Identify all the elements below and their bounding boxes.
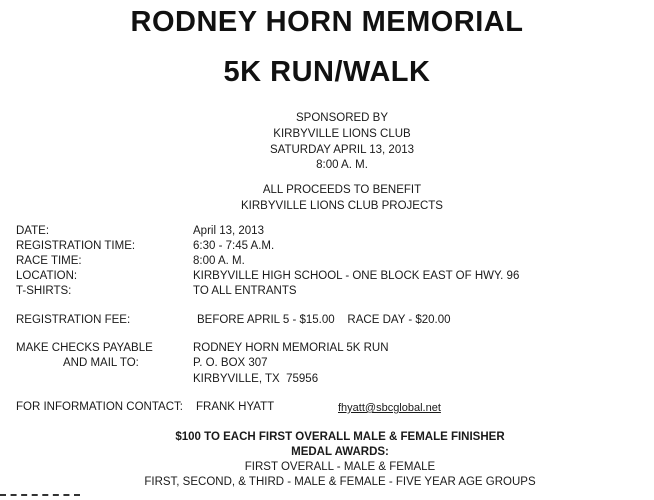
award-line: FIRST OVERALL - MALE & FEMALE [244,461,436,473]
award-line: FIRST, SECOND, & THIRD - MALE & FEMALE - FIVE YEAR AGE GROUPS [144,476,536,488]
sponsor-line: SPONSORED BY [295,112,389,124]
benefit-line: ALL PROCEEDS TO BENEFIT [262,184,422,196]
mail-line: RODNEY HORN MEMORIAL 5K RUN [193,342,389,354]
fee-label: REGISTRATION FEE: [16,314,131,326]
fee-value: BEFORE APRIL 5 - $15.00 RACE DAY - $20.00 [197,314,451,326]
contact-email[interactable]: fhyatt@sbcglobal.net [338,402,441,414]
detail-label: DATE: [16,225,50,237]
benefit-line: KIRBYVILLE LIONS CLUB PROJECTS [241,200,443,212]
sponsor-line: KIRBYVILLE LIONS CLUB [273,128,411,140]
detail-value: 6:30 - 7:45 A.M. [193,240,275,252]
checks-label: MAKE CHECKS PAYABLE [16,342,153,354]
title-line-2: 5K RUN/WALK [223,56,431,88]
sponsor-line: SATURDAY APRIL 13, 2013 [269,144,415,156]
award-line: MEDAL AWARDS: [291,446,389,458]
detail-label: REGISTRATION TIME: [16,240,136,252]
sponsor-line: 8:00 A. M. [316,159,368,171]
detail-value: 8:00 A. M. [193,255,245,267]
detail-label: LOCATION: [16,270,78,282]
cut-line [0,494,80,499]
detail-value: April 13, 2013 [193,225,264,237]
detail-label: T-SHIRTS: [16,285,72,297]
title-line-1: RODNEY HORN MEMORIAL [130,6,524,38]
mail-line: KIRBYVILLE, TX 75956 [193,373,319,385]
detail-value: TO ALL ENTRANTS [193,285,297,297]
contact-label: FOR INFORMATION CONTACT: [16,401,183,413]
contact-name: FRANK HYATT [196,401,275,413]
detail-label: RACE TIME: [16,255,82,267]
detail-value: KIRBYVILLE HIGH SCHOOL - ONE BLOCK EAST OF HWY. 96 [193,270,520,282]
award-line: $100 TO EACH FIRST OVERALL MALE & FEMALE FINISHER [175,431,505,443]
mail-line: P. O. BOX 307 [193,357,268,369]
checks-label: AND MAIL TO: [63,357,139,369]
